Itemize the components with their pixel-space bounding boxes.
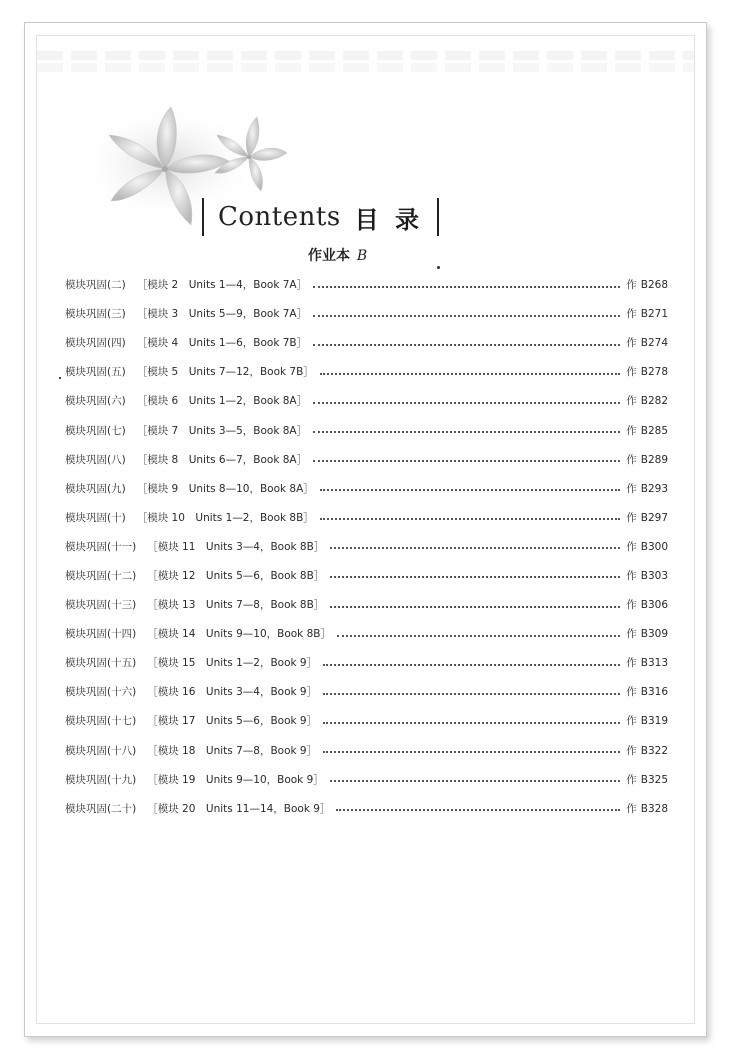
toc-entry[interactable] <box>65 445 668 474</box>
toc-dot-leader <box>323 663 620 666</box>
toc-page-ref <box>626 684 668 699</box>
toc-page-number: B285 <box>640 424 668 437</box>
subtitle-chinese: 作业本 <box>308 248 350 264</box>
toc-module-scope: ［模块 14 Units 9—10，Book 8B］ <box>147 628 331 641</box>
toc-entry[interactable] <box>65 415 668 444</box>
bleed-through-band <box>37 63 694 72</box>
toc-dot-leader <box>330 546 620 549</box>
toc-dot-leader <box>323 750 620 753</box>
toc-module-scope: ［模块 7 Units 3—5，Book 8A］ <box>136 424 308 437</box>
subtitle-letter: B <box>356 248 368 264</box>
toc-module-scope: ［模块 5 Units 7—12，Book 7B］ <box>136 366 314 379</box>
toc-entry[interactable] <box>65 561 668 590</box>
toc-page-number: B282 <box>640 395 668 408</box>
toc-module-title: 模块巩固(十五) <box>65 657 137 670</box>
toc-page-number: B306 <box>640 599 668 612</box>
toc-entry[interactable] <box>65 503 668 532</box>
table-of-contents <box>65 270 668 823</box>
toc-page-number: B303 <box>640 569 668 582</box>
toc-page-prefix: 作 <box>626 599 637 612</box>
print-speck <box>59 377 61 379</box>
toc-dot-leader <box>320 372 620 375</box>
toc-page-prefix: 作 <box>626 395 637 408</box>
print-speck <box>437 266 440 269</box>
toc-dot-leader <box>320 488 620 491</box>
toc-page-ref <box>626 655 668 670</box>
toc-dot-leader <box>330 575 620 578</box>
toc-page-number: B297 <box>640 511 668 524</box>
toc-module-title: 模块巩固(十六) <box>65 686 137 699</box>
toc-entry[interactable] <box>65 736 668 765</box>
title-chinese: 目 录 <box>354 205 424 234</box>
toc-module-title: 模块巩固(十八) <box>65 744 137 757</box>
toc-page-ref <box>626 452 668 467</box>
toc-module-scope: ［模块 8 Units 6—7，Book 8A］ <box>136 453 308 466</box>
toc-page-prefix: 作 <box>626 657 637 670</box>
contents-title <box>202 198 439 236</box>
toc-module-title: 模块巩固(十二) <box>65 569 137 582</box>
toc-dot-leader <box>313 343 620 346</box>
toc-page-prefix: 作 <box>626 802 637 815</box>
toc-dot-leader <box>336 808 620 811</box>
toc-page-number: B319 <box>640 715 668 728</box>
toc-module-title: 模块巩固(八) <box>65 453 126 466</box>
toc-page-number: B271 <box>640 308 668 321</box>
toc-entry[interactable] <box>65 299 668 328</box>
bleed-through-band <box>37 51 694 60</box>
toc-page-number: B278 <box>640 366 668 379</box>
toc-page-number: B293 <box>640 482 668 495</box>
toc-module-title: 模块巩固(四) <box>65 337 126 350</box>
toc-module-scope: ［模块 9 Units 8—10，Book 8A］ <box>136 482 314 495</box>
toc-page-number: B322 <box>640 744 668 757</box>
toc-module-title: 模块巩固(十四) <box>65 628 137 641</box>
toc-page-ref <box>626 743 668 758</box>
toc-entry[interactable] <box>65 794 668 823</box>
toc-page-prefix: 作 <box>626 424 637 437</box>
toc-entry[interactable] <box>65 532 668 561</box>
toc-page-number: B300 <box>640 540 668 553</box>
toc-module-title: 模块巩固(十一) <box>65 540 137 553</box>
toc-dot-leader <box>313 314 620 317</box>
toc-entry[interactable] <box>65 357 668 386</box>
toc-page-prefix: 作 <box>626 308 637 321</box>
toc-page-ref <box>626 306 668 321</box>
toc-page-prefix: 作 <box>626 744 637 757</box>
title-english: Contents <box>218 202 341 232</box>
toc-dot-leader <box>313 401 620 404</box>
toc-page-number: B325 <box>640 773 668 786</box>
toc-module-title: 模块巩固(十三) <box>65 599 137 612</box>
toc-page-number: B268 <box>640 279 668 292</box>
toc-entry[interactable] <box>65 619 668 648</box>
toc-module-scope: ［模块 16 Units 3—4，Book 9］ <box>147 686 318 699</box>
toc-page-prefix: 作 <box>626 482 637 495</box>
toc-page-number: B309 <box>640 628 668 641</box>
toc-page-prefix: 作 <box>626 337 637 350</box>
toc-module-title: 模块巩固(二十) <box>65 802 137 815</box>
toc-dot-leader <box>323 692 620 695</box>
toc-module-scope: ［模块 15 Units 1—2，Book 9］ <box>147 657 318 670</box>
toc-page-ref <box>626 277 668 292</box>
toc-module-scope: ［模块 13 Units 7—8，Book 8B］ <box>147 599 325 612</box>
toc-entry[interactable] <box>65 386 668 415</box>
toc-page-prefix: 作 <box>626 511 637 524</box>
toc-dot-leader <box>330 779 620 782</box>
toc-module-scope: ［模块 4 Units 1—6，Book 7B］ <box>136 337 308 350</box>
toc-page-ref <box>626 364 668 379</box>
toc-page-number: B313 <box>640 657 668 670</box>
toc-page-prefix: 作 <box>626 366 637 379</box>
toc-page-ref <box>626 626 668 641</box>
toc-module-scope: ［模块 17 Units 5—6，Book 9］ <box>147 715 318 728</box>
toc-module-title: 模块巩固(六) <box>65 395 126 408</box>
toc-entry[interactable] <box>65 648 668 677</box>
toc-module-title: 模块巩固(十) <box>65 511 126 524</box>
toc-dot-leader <box>320 517 620 520</box>
toc-page-ref <box>626 481 668 496</box>
toc-module-title: 模块巩固(九) <box>65 482 126 495</box>
toc-page-ref <box>626 801 668 816</box>
toc-module-title: 模块巩固(七) <box>65 424 126 437</box>
toc-page-number: B328 <box>640 802 668 815</box>
toc-dot-leader <box>337 634 620 637</box>
toc-module-scope: ［模块 20 Units 11—14，Book 9］ <box>147 802 331 815</box>
toc-entry[interactable] <box>65 590 668 619</box>
toc-module-title: 模块巩固(十七) <box>65 715 137 728</box>
toc-module-title: 模块巩固(十九) <box>65 773 137 786</box>
toc-entry[interactable] <box>65 328 668 357</box>
toc-page-ref <box>626 393 668 408</box>
toc-entry[interactable] <box>65 706 668 735</box>
toc-page-prefix: 作 <box>626 569 637 582</box>
section-subtitle <box>308 245 367 265</box>
toc-module-scope: ［模块 12 Units 5—6，Book 8B］ <box>147 569 325 582</box>
toc-page-ref <box>626 713 668 728</box>
toc-module-title: 模块巩固(三) <box>65 308 126 321</box>
toc-page-ref <box>626 335 668 350</box>
toc-module-scope: ［模块 2 Units 1—4，Book 7A］ <box>136 279 308 292</box>
toc-page-prefix: 作 <box>626 715 637 728</box>
toc-page-number: B274 <box>640 337 668 350</box>
toc-entry[interactable] <box>65 270 668 299</box>
toc-page-ref <box>626 772 668 787</box>
toc-page-ref <box>626 510 668 525</box>
toc-page-ref <box>626 568 668 583</box>
toc-module-scope: ［模块 10 Units 1—2，Book 8B］ <box>136 511 314 524</box>
toc-entry[interactable] <box>65 765 668 794</box>
toc-module-scope: ［模块 6 Units 1—2，Book 8A］ <box>136 395 308 408</box>
toc-module-scope: ［模块 11 Units 3—4，Book 8B］ <box>147 540 325 553</box>
toc-page-prefix: 作 <box>626 540 637 553</box>
toc-module-title: 模块巩固(二) <box>65 279 126 292</box>
toc-module-scope: ［模块 3 Units 5—9，Book 7A］ <box>136 308 308 321</box>
toc-page-prefix: 作 <box>626 279 637 292</box>
toc-dot-leader <box>323 721 620 724</box>
toc-page-prefix: 作 <box>626 773 637 786</box>
toc-entry[interactable] <box>65 677 668 706</box>
toc-page-number: B316 <box>640 686 668 699</box>
toc-page-prefix: 作 <box>626 628 637 641</box>
toc-page-number: B289 <box>640 453 668 466</box>
toc-page-prefix: 作 <box>626 686 637 699</box>
toc-entry[interactable] <box>65 474 668 503</box>
toc-module-title: 模块巩固(五) <box>65 366 126 379</box>
toc-module-scope: ［模块 19 Units 9—10，Book 9］ <box>147 773 324 786</box>
toc-page-prefix: 作 <box>626 453 637 466</box>
document-page <box>24 22 707 1037</box>
toc-page-ref <box>626 597 668 612</box>
toc-module-scope: ［模块 18 Units 7—8，Book 9］ <box>147 744 318 757</box>
toc-dot-leader <box>330 605 620 608</box>
toc-page-ref <box>626 539 668 554</box>
toc-dot-leader <box>313 285 620 288</box>
toc-dot-leader <box>313 459 620 462</box>
toc-dot-leader <box>313 430 620 433</box>
toc-page-ref <box>626 423 668 438</box>
